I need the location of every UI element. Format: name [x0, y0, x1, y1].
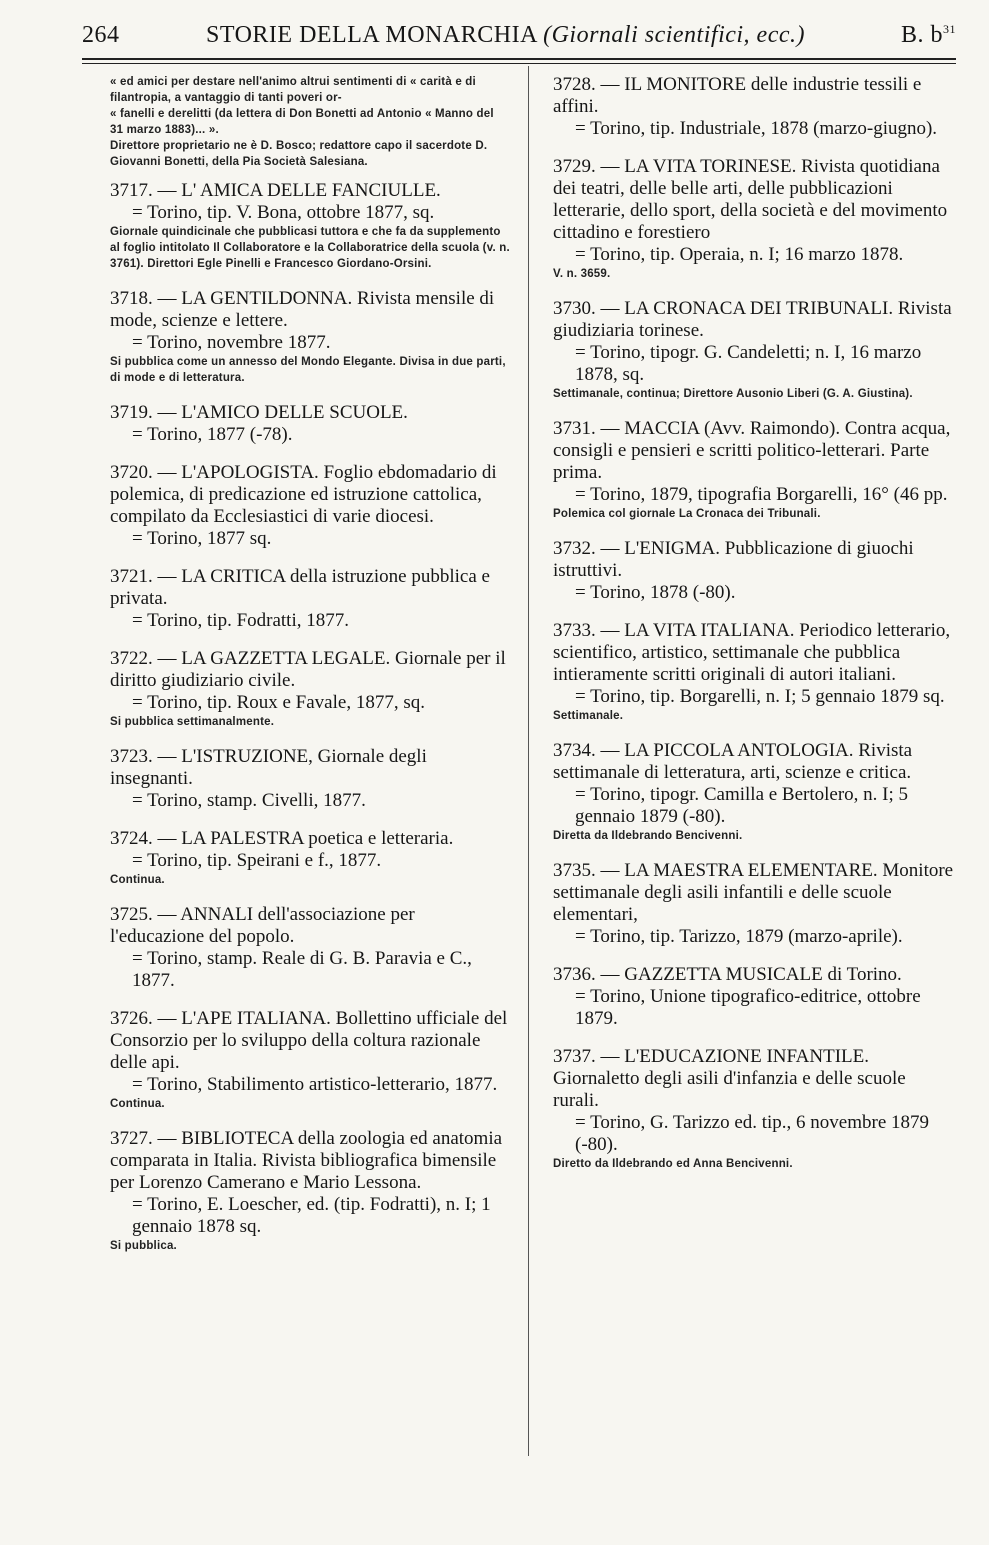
entry-heading: [110, 288, 510, 332]
entry-title: — ANNALI dell'associazione per l'educazione del popolo.: [110, 904, 415, 947]
catalog-entry: [110, 746, 510, 812]
entry-number: 3722.: [110, 648, 153, 669]
entry-imprint: = Torino, tip. Tarizzo, 1879 (marzo-aprile).: [575, 926, 903, 947]
entry-heading: [553, 964, 956, 986]
entry-number: 3727.: [110, 1128, 153, 1149]
entry-heading: [553, 74, 956, 118]
entry-note: Si pubblica settimanalmente.: [110, 716, 275, 728]
entry-title: — LA CRONACA DEI TRIBUNALI. Rivista giudiziaria torinese.: [553, 298, 952, 341]
entry-imprint: = Torino, novembre 1877.: [132, 332, 331, 353]
entry-number: 3724.: [110, 828, 153, 849]
entry-title: — LA GENTILDONNA. Rivista mensile di mode, scienze e lettere.: [110, 288, 495, 331]
catalog-entry: [110, 904, 510, 992]
entry-number: 3718.: [110, 288, 153, 309]
entry-title: — GAZZETTA MUSICALE di Torino.: [600, 964, 902, 985]
entry-title: — LA PALESTRA poetica e letteraria.: [157, 828, 454, 849]
entry-note: V. n. 3659.: [553, 268, 611, 280]
intro-line: Direttore proprietario ne è D. Bosco; redattore capo il sacerdote D. Giovanni Bonetti, della Pia Società Salesiana.: [110, 140, 488, 168]
entry-imprint: = Torino, tip. V. Bona, ottobre 1877, sq.: [132, 202, 435, 223]
entry-title: — L'EDUCAZIONE INFANTILE. Giornaletto degli asili d'infanzia e delle scuole rurali.: [553, 1046, 906, 1111]
entry-number: 3734.: [553, 740, 596, 761]
entry-imprint: = Torino, tipogr. Camilla e Bertolero, n. I; 5 gennaio 1879 (-80).: [575, 784, 909, 827]
catalog-entry: [110, 462, 510, 550]
catalog-entry: [110, 1128, 510, 1254]
catalog-entry: [110, 828, 510, 888]
entry-number: 3730.: [553, 298, 596, 319]
entry-heading: [553, 860, 956, 926]
entry-number: 3725.: [110, 904, 153, 925]
entry-imprint: = Torino, Stabilimento artistico-letterario, 1877.: [132, 1074, 498, 1095]
entry-title: — L' AMICA DELLE FANCIULLE.: [157, 180, 441, 201]
entry-number: 3721.: [110, 566, 153, 587]
entry-heading: [110, 402, 510, 424]
catalog-entry: [553, 298, 956, 402]
signature-mark: [901, 22, 956, 49]
catalog-entry: [110, 648, 510, 730]
entry-heading: [553, 620, 956, 686]
page-number: 264: [82, 22, 120, 48]
entry-number: 3717.: [110, 180, 153, 201]
entry-note: Polemica col giornale La Cronaca dei Tribunali.: [553, 508, 821, 520]
entry-note: Continua.: [110, 1098, 165, 1110]
entry-heading: [553, 740, 956, 784]
title-main: STORIE DELLA MONARCHIA: [206, 22, 537, 48]
entry-number: 3723.: [110, 746, 153, 767]
entry-title: — LA CRITICA della istruzione pubblica e privata.: [110, 566, 490, 609]
column-divider: [528, 66, 529, 1456]
entry-heading: [553, 156, 956, 244]
catalog-entry: [553, 1046, 956, 1172]
entry-title: — LA VITA ITALIANA. Periodico letterario, scientifico, artistico, settimanale che pubblica intieramente scritti originali di autori italiani.: [553, 620, 951, 685]
signature-sup: 31: [943, 22, 956, 36]
entry-imprint: = Torino, G. Tarizzo ed. tip., 6 novembre 1879 (-80).: [575, 1112, 930, 1155]
header-rule-thin: [82, 63, 956, 64]
entry-heading: [110, 1008, 510, 1074]
entry-number: 3737.: [553, 1046, 596, 1067]
entry-imprint: = Torino, tip. Industriale, 1878 (marzo-giugno).: [575, 118, 938, 139]
entry-note: Continua.: [110, 874, 165, 886]
catalog-entry: [553, 860, 956, 948]
entry-title: — LA MAESTRA ELEMENTARE. Monitore settimanale degli asili infantili e delle scuole elementari,: [553, 860, 954, 925]
entry-imprint: = Torino, tip. Fodratti, 1877.: [132, 610, 349, 631]
entry-number: 3735.: [553, 860, 596, 881]
entry-title: — L'APE ITALIANA. Bollettino ufficiale del Consorzio per lo sviluppo della coltura razionale delle api.: [110, 1008, 508, 1073]
catalog-entry: [110, 1008, 510, 1112]
catalog-entry: [553, 620, 956, 724]
entry-number: 3732.: [553, 538, 596, 559]
entry-note: Giornale quindicinale che pubblicasi tuttora e che fa da supplemento al foglio intitolato Il Collaboratore e la Collaboratrice della scuola (v. n. 3761). Direttori Egle Pinelli e Francesco Giordano-Orsini.: [110, 226, 510, 270]
entry-title: — LA GAZZETTA LEGALE. Giornale per il diritto giudiziario civile.: [110, 648, 506, 691]
header-rule: [82, 58, 956, 60]
entry-heading: [110, 1128, 510, 1194]
page-title: [206, 22, 805, 49]
entry-title: — BIBLIOTECA della zoologia ed anatomia comparata in Italia. Rivista bibliografica bimensile per Lorenzo Camerano e Mario Lessona.: [110, 1128, 503, 1193]
entry-heading: [110, 746, 510, 790]
entry-imprint: = Torino, stamp. Reale di G. B. Paravia e C., 1877.: [132, 948, 472, 991]
entry-imprint: = Torino, 1878 (-80).: [575, 582, 736, 603]
entry-imprint: = Torino, Unione tipografico-editrice, ottobre 1879.: [575, 986, 921, 1029]
catalog-entry: [110, 402, 510, 446]
entry-title: — IL MONITORE delle industrie tessili e affini.: [553, 74, 922, 117]
catalog-entry: [553, 418, 956, 522]
entry-imprint: = Torino, tip. Borgarelli, n. I; 5 gennaio 1879 sq.: [575, 686, 945, 707]
entry-note: Settimanale.: [553, 710, 624, 722]
title-italic: (Giornali scientifici, ecc.): [543, 22, 805, 48]
signature-text: B. b: [900, 22, 943, 48]
entry-number: 3729.: [553, 156, 596, 177]
entry-imprint: = Torino, tip. Speirani e f., 1877.: [132, 850, 382, 871]
entry-number: 3726.: [110, 1008, 153, 1029]
entry-heading: [110, 462, 510, 528]
entry-number: 3736.: [553, 964, 596, 985]
entry-imprint: = Torino, E. Loescher, ed. (tip. Fodratti), n. I; 1 gennaio 1878 sq.: [132, 1194, 491, 1237]
entry-imprint: = Torino, 1877 (-78).: [132, 424, 293, 445]
entry-imprint: = Torino, tip. Operaia, n. I; 16 marzo 1878.: [575, 244, 904, 265]
entry-number: 3728.: [553, 74, 596, 95]
entry-heading: [553, 298, 956, 342]
entry-note: Diretta da Ildebrando Bencivenni.: [553, 830, 743, 842]
entry-note: Diretto da Ildebrando ed Anna Bencivenni.: [553, 1158, 793, 1170]
entry-title: — L'ISTRUZIONE, Giornale degli insegnanti.: [110, 746, 427, 789]
entry-title: — LA PICCOLA ANTOLOGIA. Rivista settimanale di letteratura, arti, scienze e critica.: [553, 740, 913, 783]
entry-heading: [110, 828, 510, 850]
entry-number: 3733.: [553, 620, 596, 641]
intro-line: « ed amici per destare nell'animo altrui sentimenti di « carità e di filantropia, a vantaggio di tanti poveri or-: [110, 76, 476, 104]
entry-imprint: = Torino, 1879, tipografia Borgarelli, 16° (46 pp.: [575, 484, 948, 505]
entry-number: 3720.: [110, 462, 153, 483]
entry-note: Settimanale, continua; Direttore Ausonio Liberi (G. A. Giustina).: [553, 388, 913, 400]
catalog-entry: [553, 740, 956, 844]
entry-note: Si pubblica come un annesso del Mondo Elegante. Divisa in due parti, di mode e di letteratura.: [110, 356, 506, 384]
entry-number: 3719.: [110, 402, 153, 423]
entry-heading: [110, 904, 510, 948]
entry-title: — MACCIA (Avv. Raimondo). Contra acqua, consigli e pensieri e scritti politico-letterari. Parte prima.: [553, 418, 951, 483]
catalog-entry: [553, 538, 956, 604]
catalog-entry: [553, 156, 956, 282]
intro-note: [110, 74, 510, 170]
entry-imprint: = Torino, stamp. Civelli, 1877.: [132, 790, 366, 811]
intro-line: « fanelli e derelitti (da lettera di Don Bonetti ad Antonio « Manno del 31 marzo 1883)... ».: [110, 108, 494, 136]
entry-heading: [553, 1046, 956, 1112]
running-header: [82, 22, 956, 56]
entry-imprint: = Torino, tip. Roux e Favale, 1877, sq.: [132, 692, 425, 713]
entry-note: Si pubblica.: [110, 1240, 177, 1252]
entry-title: — L'APOLOGISTA. Foglio ebdomadario di polemica, di predicazione ed istruzione cattolica, compilato da Ecclesiastici di varie diocesi.: [110, 462, 497, 527]
entry-imprint: = Torino, tipogr. G. Candeletti; n. I, 16 marzo 1878, sq.: [575, 342, 922, 385]
entry-imprint: = Torino, 1877 sq.: [132, 528, 272, 549]
catalog-entry: [553, 964, 956, 1030]
entry-heading: [553, 538, 956, 582]
entry-heading: [553, 418, 956, 484]
entry-number: 3731.: [553, 418, 596, 439]
entry-heading: [110, 566, 510, 610]
catalog-entry: [110, 288, 510, 386]
catalog-entry: [110, 180, 510, 272]
catalog-entry: [110, 566, 510, 632]
catalog-entry: [553, 74, 956, 140]
entry-title: — L'AMICO DELLE SCUOLE.: [157, 402, 408, 423]
entry-title: — L'ENIGMA. Pubblicazione di giuochi istruttivi.: [553, 538, 914, 581]
entry-heading: [110, 180, 510, 202]
right-column: [553, 74, 956, 1188]
entry-heading: [110, 648, 510, 692]
entry-title: — LA VITA TORINESE. Rivista quotidiana dei teatri, delle belle arti, delle pubblicazioni letterarie, dello sport, della società e del movimento cittadino e forestiero: [553, 156, 948, 243]
left-column: [110, 74, 510, 1270]
